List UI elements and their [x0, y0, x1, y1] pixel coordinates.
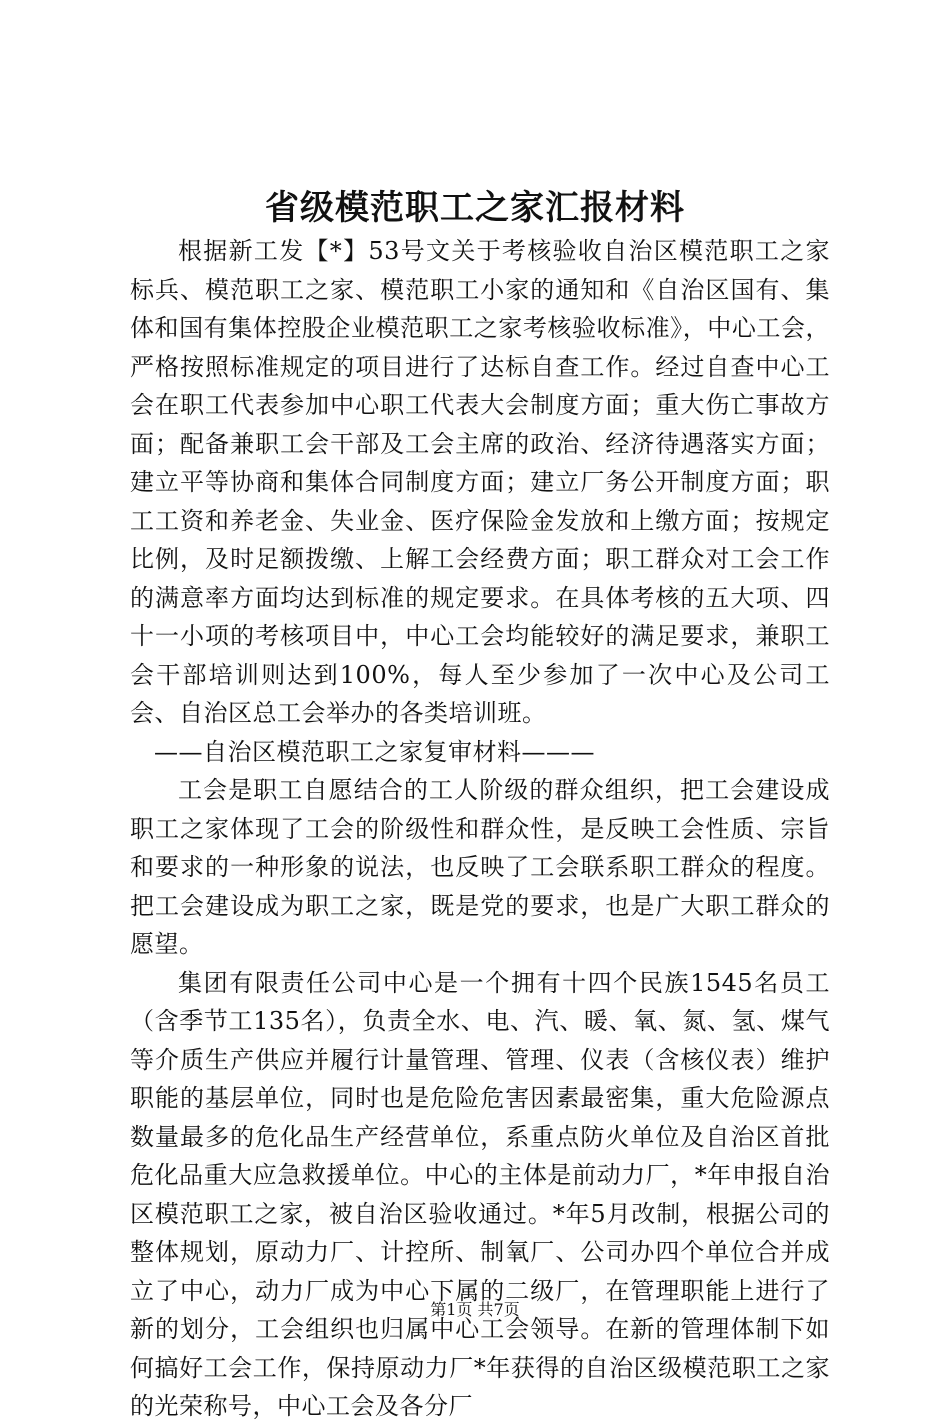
- document-title: 省级模范职工之家汇报材料: [265, 188, 685, 228]
- paragraph-intro: 根据新工发【*】53号文关于考核验收自治区模范职工之家标兵、模范职工之家、模范职工小家的通知和《自治区国有、集体和国有集体控股企业模范职工之家考核验收标准》，中心工会，严格按照标准规定的项目进行了达标自查工作。经过自查中心工会在职工代表参加中心职工代表大会制度方面；重大伤亡事故方面；配备兼职工会干部及工会主席的政治、经济待遇落实方面；建立平等协商和集体合同制度方面；建立厂务公开制度方面；职工工资和养老金、失业金、医疗保险金发放和上缴方面；按规定比例，及时足额拨缴、上解工会经费方面；职工群众对工会工作的满意率方面均达到标准的规定要求。在具体考核的五大项、四十一小项的考核项目中，中心工会均能较好的满足要求，兼职工会干部培训则达到100%，每人至少参加了一次中心及公司工会、自治区总工会举办的各类培训班。: [130, 237, 830, 727]
- paragraph-union-definition: 工会是职工自愿结合的工人阶级的群众组织，把工会建设成职工之家体现了工会的阶级性和群众性，是反映工会性质、宗旨和要求的一种形象的说法，也反映了工会联系职工群众的程度。把工会建设成为职工之家，既是党的要求，也是广大职工群众的愿望。: [130, 776, 830, 958]
- paragraph-company-overview: 集团有限责任公司中心是一个拥有十四个民族1545名员工（含季节工135名），负责全水、电、汽、暖、氧、氮、氢、煤气等介质生产供应并履行计量管理、管理、仪表（含核仪表）维护职能的基层单位，同时也是危险危害因素最密集，重大危险源点数量最多的危化品生产经营单位，系重点防火单位及自治区首批危化品重大应急救援单位。中心的主体是前动力厂，*年申报自治区模范职工之家，被自治区验收通过。*年5月改制，根据公司的整体规划，原动力厂、计控所、制氧厂、公司办四个单位合并成立了中心，动力厂成为中心下属的二级厂，在管理职能上进行了新的划分，工会组织也归属中心工会领导。在新的管理体制下如何搞好工会工作，保持原动力厂*年获得的自治区级模范职工之家的光荣称号，中心工会及各分厂: [130, 968, 830, 1420]
- document-body: [130, 232, 830, 1426]
- paragraph-subtitle: ——自治区模范职工之家复审材料———: [154, 737, 595, 766]
- page-footer: 第1页 共7页: [430, 1300, 520, 1319]
